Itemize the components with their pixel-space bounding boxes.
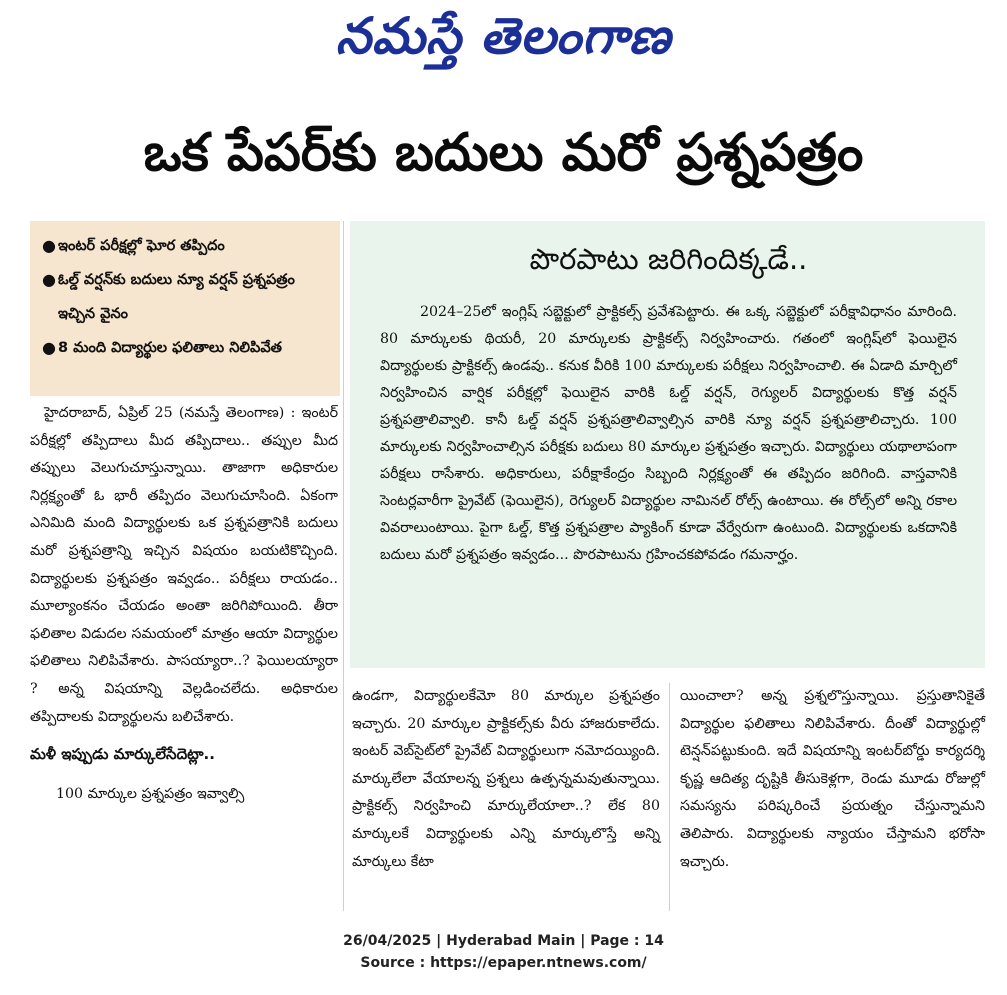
- bullet-icon: ●: [42, 236, 56, 255]
- article-column-2: [352, 683, 660, 876]
- column-divider: [669, 683, 670, 911]
- highlight-item: ● 8 మంది విద్యార్థుల ఫలితాలు నిలిపివేత: [42, 331, 330, 365]
- sidebar-box: [350, 221, 985, 668]
- highlight-item: ● ఇంటర్ పరీక్షల్లో ఘోర తప్పిదం: [42, 229, 330, 263]
- bullet-icon: ●: [42, 270, 56, 289]
- footer-source: Source : https://epaper.ntnews.com/: [360, 955, 647, 971]
- highlight-item: ● ఓల్డ్ వర్షన్‌కు బదులు న్యూ వర్షన్ ప్రశ్నపత్రం ఇచ్చిన వైనం: [42, 263, 330, 331]
- article-headline: ఒక పేపర్‌కు బదులు మరో ప్రశ్నపత్రం: [143, 123, 864, 183]
- article-paragraph: ఉండగా, విద్యార్థులకేమో 80 మార్కుల ప్రశ్నపత్రం ఇచ్చారు. 20 మార్కుల ప్రాక్టికల్స్‌కు వీరు హాజరుకాలేదు. ఇంటర్ వెబ్‌సైట్‌లో ప్రైవేట్ విద్యార్థులుగా నమోదయ్యింది. మార్కులేలా వేయాలన్న ప్రశ్నలు ఉత్పన్నమవుతున్నాయి. ప్రాక్టికల్స్ నిర్వహించి మార్కులేయాలా..? లేక 80 మార్కులకే విద్యార్థులకు ఎన్ని మార్కులొస్తే అన్ని మార్కులు కేటా: [352, 688, 660, 870]
- article-column-1: [30, 400, 338, 808]
- article-column-3: [680, 683, 985, 876]
- column-divider: [343, 221, 344, 911]
- article-paragraph: యించాలా? అన్న ప్రశ్నలొస్తున్నాయి. ప్రస్తుతానికైతే విద్యార్థుల ఫలితాలు నిలిపివేశారు. దీంతో విద్యార్థుల్లో టెన్షన్‌పట్టుకుంది. ఇదే విషయాన్ని ఇంటర్‌బోర్డు కార్యదర్శి కృష్ణ ఆదిత్య దృష్టికి తీసుకెళ్లగా, రెండు మూడు రోజుల్లో సమస్యను పరిష్కరించే ప్రయత్నం చేస్తున్నామని తెలిపారు. విద్యార్థులకు న్యాయం చేస్తామని భరోసా ఇచ్చారు.: [680, 688, 985, 870]
- article-subheading: మళీ ఇప్పుడు మార్కులేసేదెట్లా..: [30, 745, 215, 764]
- sidebar-box-body: 2024–25లో ఇంగ్లిష్ సబ్జెక్టులో ప్రాక్టికల్స్ ప్రవేశపెట్టారు. ఈ ఒక్క సబ్జెక్టులో పరీక్షావిధానం మారింది. 80 మార్కులకు థియరీ, 20 మార్కులకు ప్రాక్టికల్స్ నిర్వహించారు. గతంలో ఇంగ్లిష్‌లో ఫెయిలైన విద్యార్థులకు ప్రాక్టికల్స్ ఉండవు.. కనుక వీరికి 100 మార్కులకు పరీక్షలు నిర్వహించాలి. ఈ ఏడాది మార్చిలో నిర్వహించిన వార్షిక పరీక్షల్లో ఫెయిలైన వారికి ఓల్డ్ వర్షన్, రెగ్యులర్ విద్యార్థులకు కొత్త వర్షన్ ప్రశ్నపత్రాలివ్వాలి. కానీ ఓల్డ్ వర్షన్ ప్రశ్నపత్రాలివ్వాల్సిన వారికి న్యూ వర్షన్ ప్రశ్నపత్రాలిచ్చారు. 100 మార్కులకు నిర్వహించాల్సిన పరీక్షకు బదులు 80 మార్కుల ప్రశ్నపత్రం ఇచ్చారు. విద్యార్థులు యథాలాపంగా పరీక్షలు రాసేశారు. అధికారులు, పరీక్షాకేంద్రం సిబ్బంది నిర్లక్ష్యంతో ఈ తప్పిదం జరిగింది. వాస్తవానికి సెంటర్లవారీగా ప్రైవేట్ (ఫెయిలైన), రెగ్యులర్ విద్యార్థుల నామినల్ రోల్స్ ఉంటాయి. ఈ రోల్స్‌లో అన్ని రకాల వివరాలుంటాయి. పైగా ఓల్డ్, కొత్త ప్రశ్నపత్రాల ప్యాకింగ్ కూడా వేర్వేరుగా ఉంటుంది. విద్యార్థులకు ఒకదానికి బదులు మరో ప్రశ్నపత్రం ఇవ్వడం... పొరపాటును గ్రహించకపోవడం గమనార్హం.: [380, 304, 957, 563]
- sidebar-box-title: పొరపాటు జరిగిందిక్కడే..: [529, 242, 808, 276]
- page-footer: [0, 930, 1007, 974]
- article-paragraph: 100 మార్కుల ప్రశ్నపత్రం ఇవ్వాల్సి: [56, 785, 245, 802]
- highlights-box: [30, 221, 340, 396]
- article-lead-paragraph: హైదరాబాద్, ఏప్రిల్ 25 (నమస్తే తెలంగాణ) : ఇంటర్ పరీక్షల్లో తప్పిదాలు మీద తప్పిదాలు.. తప్పుల మీద తప్పులు వెలుగుచూస్తున్నాయి. తాజాగా అధికారుల నిర్లక్ష్యంతో ఓ భారీ తప్పిదం వెలుగుచూసింది. ఏకంగా ఎనిమిది మంది విద్యార్థులకు ఒక ప్రశ్నపత్రానికి బదులు మరో ప్రశ్నపత్రాన్ని ఇచ్చిన విషయం బయటికొచ్చింది. విద్యార్థులకు ప్రశ్నపత్రం ఇవ్వడం.. పరీక్షలు రాయడం.. మూల్యాంకనం చేయడం అంతా జరిగిపోయింది. తీరా ఫలితాల విడుదల సమయంలో మాత్రం ఆయా విద్యార్థుల ఫలితాలు నిలిపివేశారు. పాసయ్యారా..? ఫెయిలయ్యారా ? అన్న విషయాన్ని వెల్లడించలేదు. అధికారుల తప్పిదాలకు విద్యార్థులను బలిచేశారు.: [30, 405, 338, 725]
- newspaper-masthead: నమస్తే తెలంగాణ: [335, 6, 672, 65]
- bullet-icon: ●: [42, 338, 56, 357]
- footer-date-edition: 26/04/2025 | Hyderabad Main | Page : 14: [343, 933, 664, 949]
